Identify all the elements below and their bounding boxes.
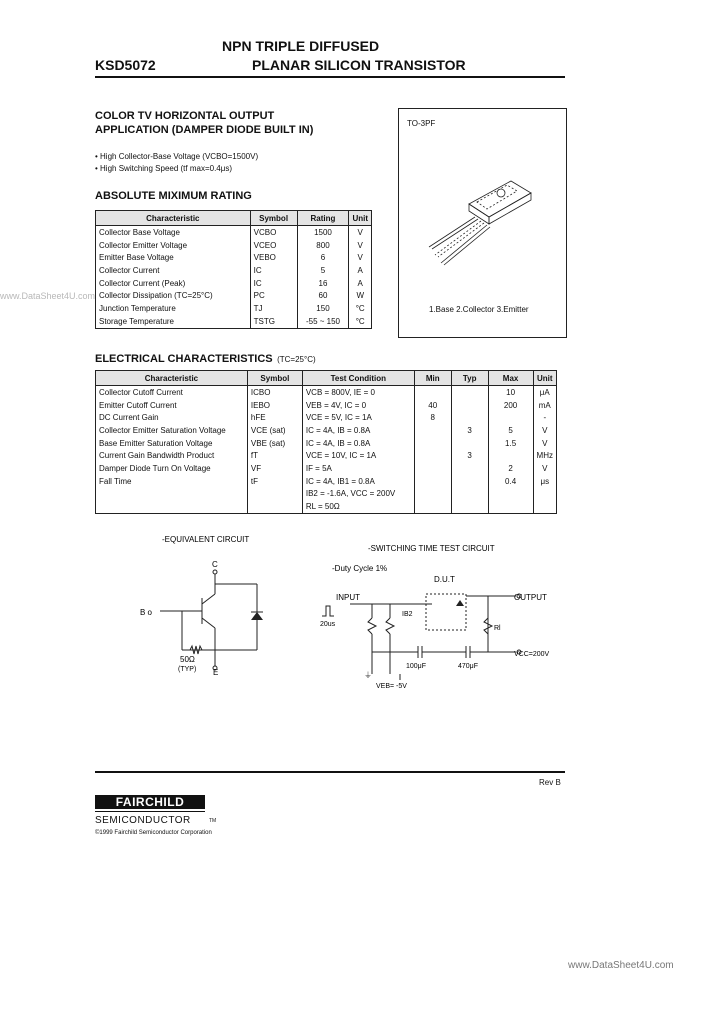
col-rating: Rating: [297, 211, 349, 226]
cell: [451, 475, 488, 488]
cell: A: [349, 277, 372, 290]
col-unit: Unit: [533, 371, 556, 386]
cell: [247, 500, 302, 513]
vcc-label: VCC=200V: [514, 651, 550, 658]
table-row: [96, 277, 372, 290]
cell: [451, 386, 488, 399]
cell: [451, 462, 488, 475]
to3pf-package-drawing: [399, 129, 566, 309]
cell: IC = 4A, IB = 0.8A: [302, 437, 414, 450]
resistor-note: (TYP): [178, 666, 197, 673]
cell: PC: [250, 289, 297, 302]
cell: μA: [533, 386, 556, 399]
switching-test-circuit: [320, 538, 560, 698]
duty-cycle: -Duty Cycle 1%: [332, 564, 388, 573]
cell: IB2 = -1.6A, VCC = 200V: [302, 488, 414, 501]
cell: tF: [247, 475, 302, 488]
cell: -: [533, 411, 556, 424]
cell: VCE = 5V, IC = 1A: [302, 411, 414, 424]
cell: 3: [451, 424, 488, 437]
cell: Collector Emitter Voltage: [96, 239, 251, 252]
cell: VCBO: [250, 226, 297, 239]
cell: VBE (sat): [247, 437, 302, 450]
pulse-width: 20us: [320, 621, 336, 628]
cell: V: [533, 424, 556, 437]
cell: 2: [488, 462, 533, 475]
table-row: [96, 475, 557, 488]
application-line-1: COLOR TV HORIZONTAL OUTPUT: [95, 110, 275, 122]
col-characteristic: Characteristic: [96, 211, 251, 226]
semiconductor-text: SEMICONDUCTOR: [95, 815, 191, 826]
output-label: OUTPUT: [514, 593, 547, 602]
table-row: [96, 302, 372, 315]
ib2-label: IB2: [402, 611, 413, 618]
cell: DC Current Gain: [96, 411, 248, 424]
dut-diode-icon: [456, 600, 464, 606]
col-test-condition: Test Condition: [302, 371, 414, 386]
package-name: TO-3PF: [407, 119, 436, 128]
cell: VF: [247, 462, 302, 475]
cell: IEBO: [247, 399, 302, 412]
cell: Damper Diode Turn On Voltage: [96, 462, 248, 475]
cell: W: [349, 289, 372, 302]
revision: Rev B: [539, 778, 561, 787]
cell: RL = 50Ω: [302, 500, 414, 513]
cell: 1.5: [488, 437, 533, 450]
cell: [451, 488, 488, 501]
cell: [488, 500, 533, 513]
cell: [414, 449, 451, 462]
col-min: Min: [414, 371, 451, 386]
cell: VEBO: [250, 251, 297, 264]
logo-underline: [95, 811, 205, 812]
title-line-1: NPN TRIPLE DIFFUSED: [222, 38, 380, 54]
cell: Emitter Base Voltage: [96, 251, 251, 264]
elec-heading-cond: (TC=25°C): [277, 355, 316, 364]
cell: [96, 488, 248, 501]
cell: [451, 399, 488, 412]
cell: μs: [533, 475, 556, 488]
elec-heading: [95, 349, 316, 367]
watermark-bottom: www.DataSheet4U.com: [568, 960, 674, 971]
cell: 800: [297, 239, 349, 252]
table-row: [96, 226, 372, 239]
table-row: [96, 437, 557, 450]
table-row: [96, 289, 372, 302]
cell: 16: [297, 277, 349, 290]
cell: °C: [349, 315, 372, 328]
cell: TSTG: [250, 315, 297, 328]
cell: Collector Dissipation (TC=25°C): [96, 289, 251, 302]
cell: Collector Current (Peak): [96, 277, 251, 290]
cell: 150: [297, 302, 349, 315]
table-row: [96, 500, 557, 513]
cell: VCE (sat): [247, 424, 302, 437]
feature-2: • High Switching Speed (tf max=0.4μs): [95, 164, 233, 173]
cell: -55 ~ 150: [297, 315, 349, 328]
cell: 6: [297, 251, 349, 264]
col-unit: Unit: [349, 211, 372, 226]
table-row: [96, 315, 372, 328]
emitter-label: E: [213, 668, 219, 677]
col-symbol: Symbol: [250, 211, 297, 226]
cell: VCB = 800V, IE = 0: [302, 386, 414, 399]
package-box: [398, 108, 567, 338]
cell: 40: [414, 399, 451, 412]
cell: [414, 424, 451, 437]
equivalent-circuit: [120, 532, 300, 682]
cell: [451, 500, 488, 513]
cell: TJ: [250, 302, 297, 315]
cell: hFE: [247, 411, 302, 424]
abs-max-table: [95, 210, 372, 329]
input-label: INPUT: [336, 593, 360, 602]
cell: V: [533, 462, 556, 475]
cell: [451, 411, 488, 424]
rl-label: Rl: [494, 625, 501, 632]
cell: 5: [297, 264, 349, 277]
table-row: [96, 264, 372, 277]
cell: 3: [451, 449, 488, 462]
table-row: [96, 424, 557, 437]
veb-label: VEB= -5V: [376, 683, 407, 690]
ground-icon: ⏚: [364, 671, 372, 680]
dut-label: D.U.T: [434, 575, 455, 584]
table-header-row: [96, 371, 557, 386]
cell: VCE = 10V, IC = 1A: [302, 449, 414, 462]
cell: MHz: [533, 449, 556, 462]
equivalent-circuit-title: -EQUIVALENT CIRCUIT: [162, 535, 250, 544]
cell: V: [349, 226, 372, 239]
cell: [414, 475, 451, 488]
cell: 0.4: [488, 475, 533, 488]
cell: fT: [247, 449, 302, 462]
table-header-row: [96, 211, 372, 226]
cell: IC: [250, 264, 297, 277]
cell: 200: [488, 399, 533, 412]
cell: [488, 488, 533, 501]
package-pins: 1.Base 2.Collector 3.Emitter: [429, 305, 529, 314]
cell: Current Gain Bandwidth Product: [96, 449, 248, 462]
cap1-label: 100μF: [406, 663, 426, 670]
table-row: [96, 449, 557, 462]
cell: 8: [414, 411, 451, 424]
cell: V: [349, 239, 372, 252]
header-rule: [95, 76, 565, 78]
cell: A: [349, 264, 372, 277]
cell: [488, 449, 533, 462]
application-line-2: APPLICATION (DAMPER DIODE BUILT IN): [95, 124, 314, 136]
cell: [488, 411, 533, 424]
col-characteristic: Characteristic: [96, 371, 248, 386]
fairchild-logo: FAIRCHILD: [95, 795, 205, 809]
cell: [533, 500, 556, 513]
cell: VEB = 4V, IC = 0: [302, 399, 414, 412]
cell: Collector Cutoff Current: [96, 386, 248, 399]
cell: Base Emitter Saturation Voltage: [96, 437, 248, 450]
col-symbol: Symbol: [247, 371, 302, 386]
cell: mA: [533, 399, 556, 412]
cell: °C: [349, 302, 372, 315]
title-line-2: PLANAR SILICON TRANSISTOR: [252, 57, 466, 73]
cell: 1500: [297, 226, 349, 239]
cap2-label: 470μF: [458, 663, 478, 670]
damper-diode-icon: [251, 612, 263, 620]
cell: Collector Emitter Saturation Voltage: [96, 424, 248, 437]
cell: [414, 500, 451, 513]
cell: [451, 437, 488, 450]
cell: 60: [297, 289, 349, 302]
cell: [96, 500, 248, 513]
footer-rule: [95, 771, 565, 773]
feature-1: • High Collector-Base Voltage (VCBO=1500V): [95, 152, 259, 161]
cell: [414, 488, 451, 501]
cell: Fall Time: [96, 475, 248, 488]
base-label: B o: [140, 608, 153, 617]
cell: Storage Temperature: [96, 315, 251, 328]
cell: [533, 488, 556, 501]
table-row: [96, 251, 372, 264]
cell: Emitter Cutoff Current: [96, 399, 248, 412]
cell: IF = 5A: [302, 462, 414, 475]
watermark-left: www.DataSheet4U.com: [0, 291, 96, 301]
cell: [414, 386, 451, 399]
elec-table: [95, 370, 557, 514]
table-row: [96, 239, 372, 252]
cell: IC: [250, 277, 297, 290]
cell: Collector Current: [96, 264, 251, 277]
cell: V: [349, 251, 372, 264]
part-number: KSD5072: [95, 57, 156, 73]
table-row: [96, 386, 557, 399]
cell: Junction Temperature: [96, 302, 251, 315]
cell: 5: [488, 424, 533, 437]
cell: [247, 488, 302, 501]
cell: ICBO: [247, 386, 302, 399]
table-row: [96, 399, 557, 412]
cell: [414, 462, 451, 475]
cell: V: [533, 437, 556, 450]
col-typ: Typ: [451, 371, 488, 386]
table-row: [96, 411, 557, 424]
cell: 10: [488, 386, 533, 399]
cell: [414, 437, 451, 450]
cell: IC = 4A, IB1 = 0.8A: [302, 475, 414, 488]
resistor-label: 50Ω: [180, 655, 195, 664]
cell: VCEO: [250, 239, 297, 252]
cell: Collector Base Voltage: [96, 226, 251, 239]
abs-max-heading: ABSOLUTE MIXIMUM RATING: [95, 190, 252, 202]
cell: IC = 4A, IB = 0.8A: [302, 424, 414, 437]
collector-label: C: [212, 560, 218, 569]
elec-heading-text: ELECTRICAL CHARACTERISTICS: [95, 353, 273, 365]
copyright: ©1999 Fairchild Semiconductor Corporation: [95, 830, 212, 836]
trademark: TM: [209, 818, 217, 824]
switching-circuit-title: -SWITCHING TIME TEST CIRCUIT: [368, 544, 495, 553]
col-max: Max: [488, 371, 533, 386]
table-row: [96, 462, 557, 475]
table-row: [96, 488, 557, 501]
